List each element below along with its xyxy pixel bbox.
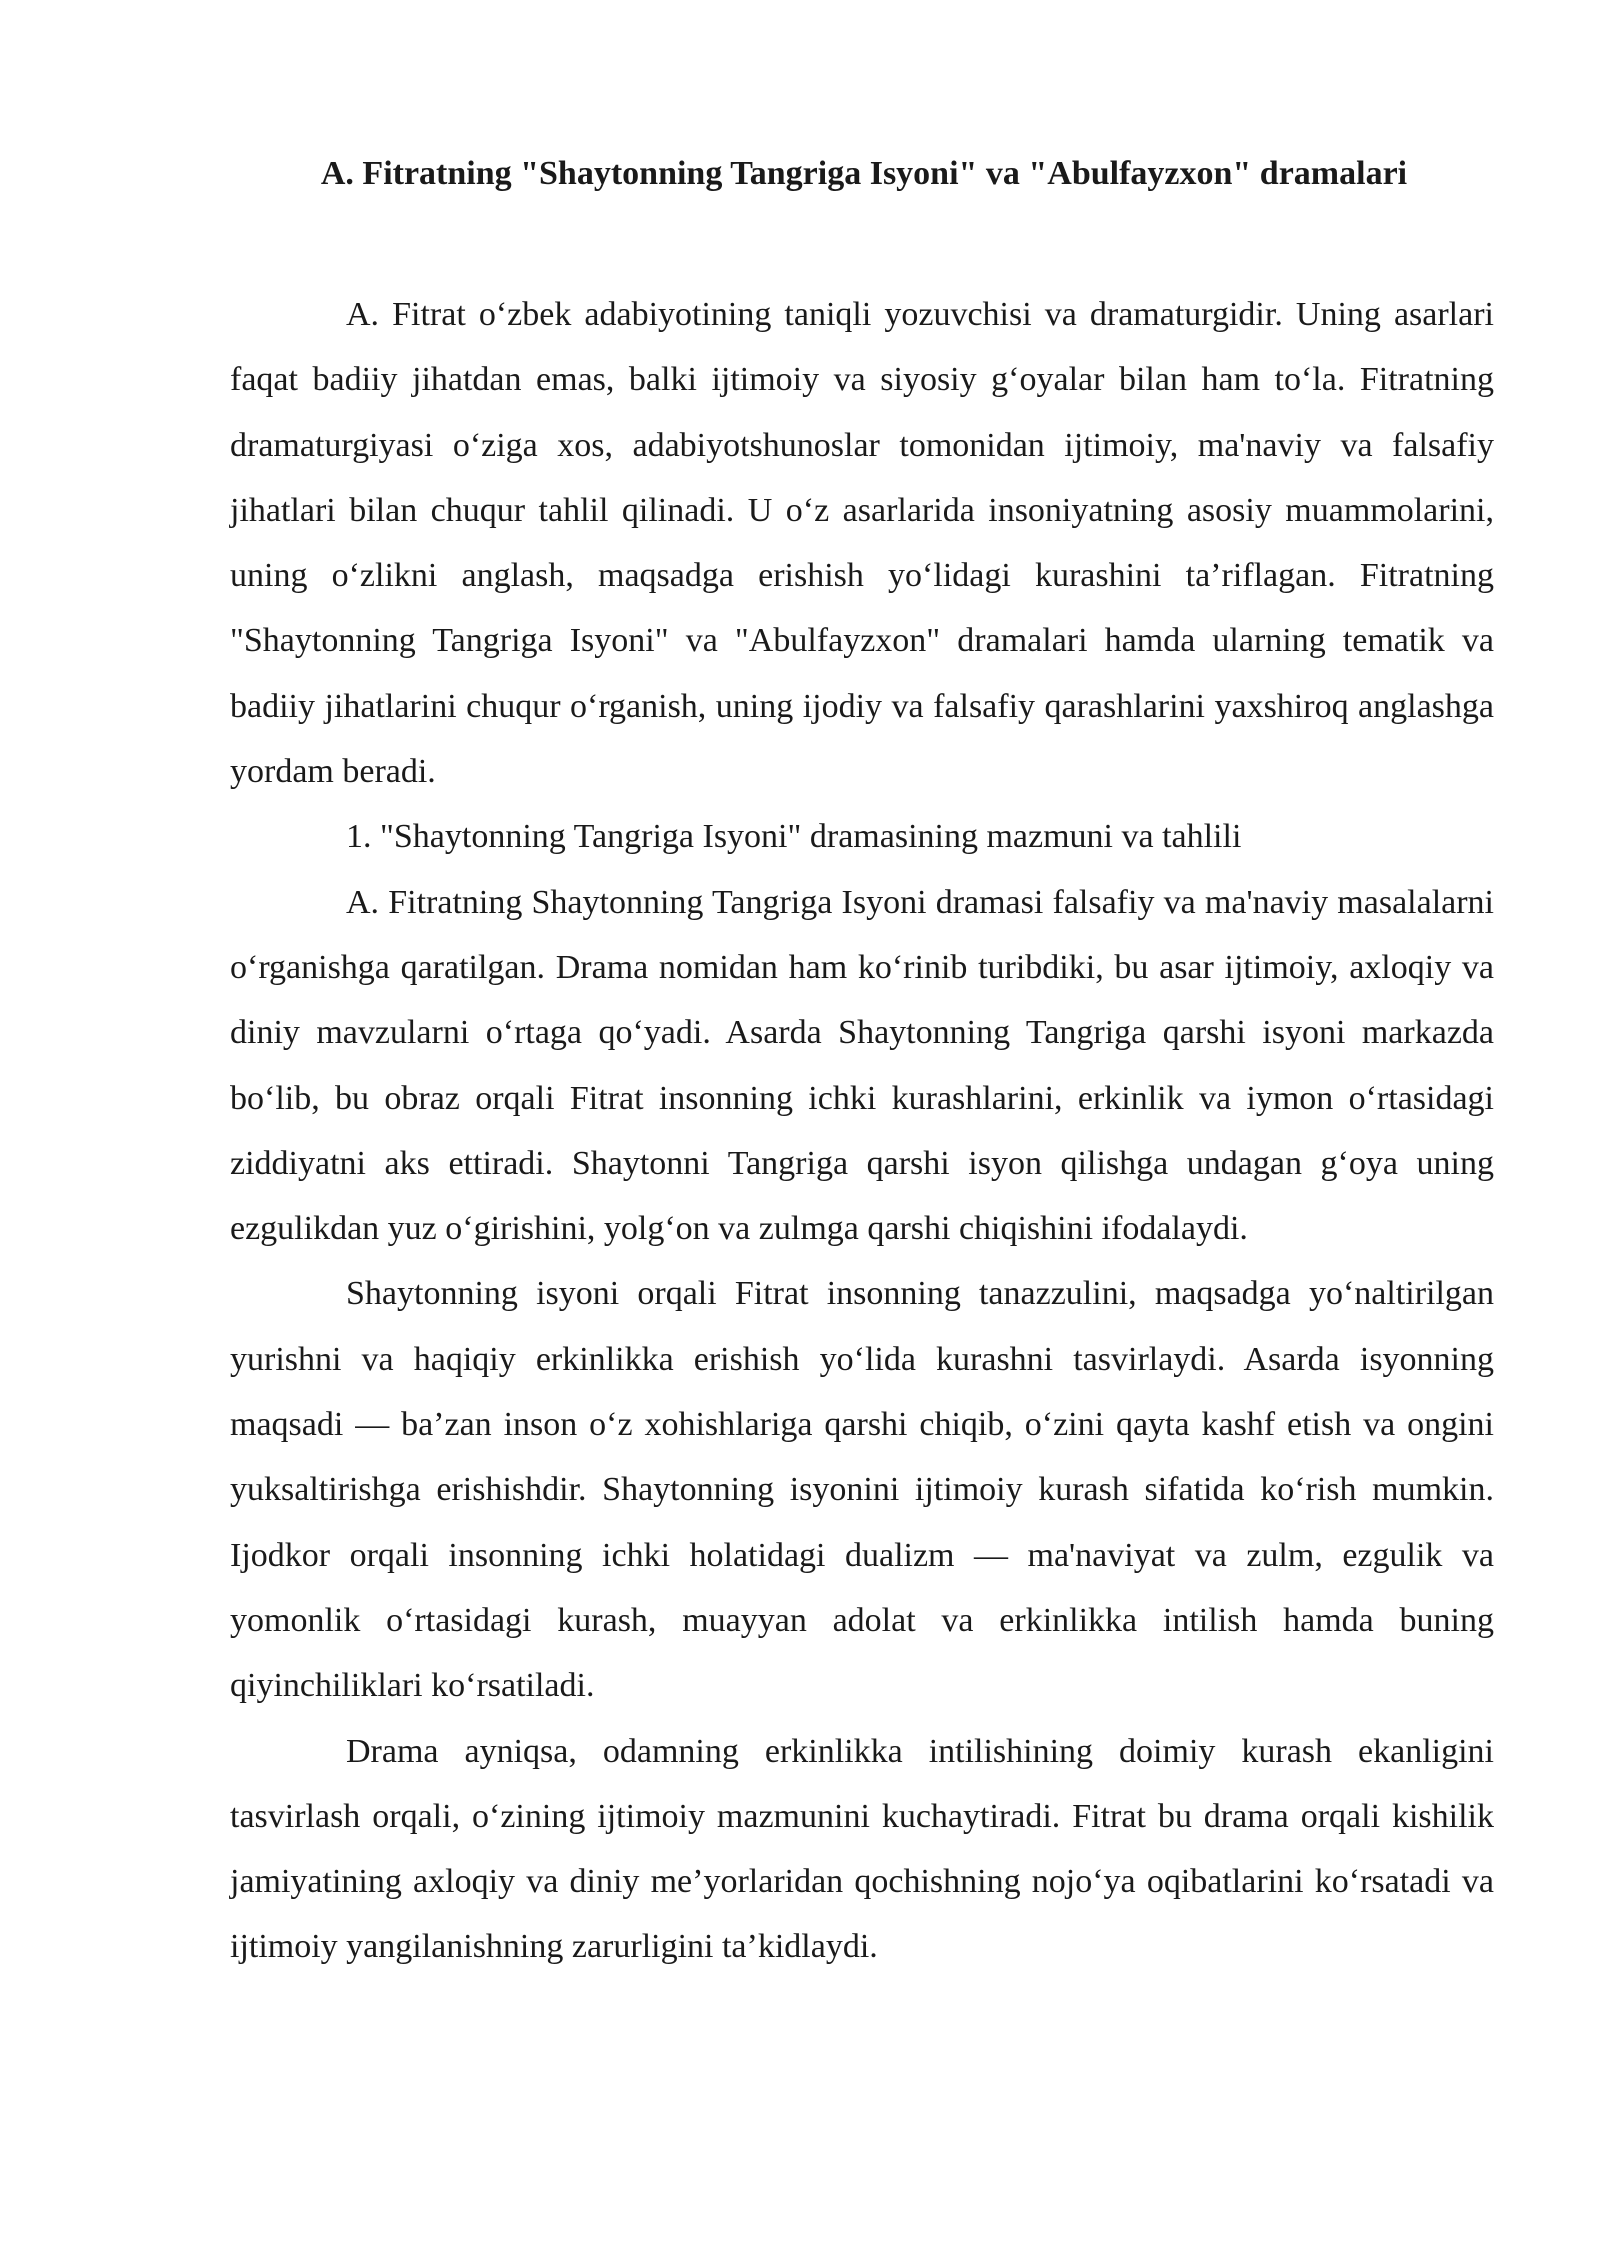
paragraph-conclusion: Drama ayniqsa, odamning erkinlikka intilishining doimiy kurash ekanligini tasvirlash orqali, o‘zining ijtimoiy mazmunini kuchaytiradi. Fitrat bu drama orqali kishilik jamiyatining axloqiy va diniy me’yorlaridan qochishning nojo‘ya oqibatlarini ko‘rsatadi va ijtimoiy yangilanishning zarurligini ta’kidlaydi.	[230, 1732, 1494, 1966]
document-body	[230, 282, 1494, 1980]
document-title: A. Fitratning "Shaytonning Tangriga Isyoni" va "Abulfayzxon" dramalari	[320, 155, 1408, 192]
section-heading: 1. "Shaytonning Tangriga Isyoni" dramasining mazmuni va tahlili	[346, 818, 1242, 856]
paragraph-drama-summary: A. Fitratning Shaytonning Tangriga Isyoni dramasi falsafiy va ma'naviy masalalarni o‘rganishga qaratilgan. Drama nomidan ham ko‘rinib turibdiki, bu asar ijtimoiy, axloqiy va diniy mavzularni o‘rtaga qo‘yadi. Asarda Shaytonning Tangriga qarshi isyoni markazda bo‘lib, bu obraz orqali Fitrat insonning ichki kurashlarini, erkinlik va iymon o‘rtasidagi ziddiyatni aks ettiradi. Shaytonni Tangriga qarshi isyon qilishga undagan g‘oya uning ezgulikdan yuz o‘girishini, yolg‘on va zulmga qarshi chiqishini ifodalaydi.	[230, 883, 1494, 1248]
paragraph-intro: A. Fitrat o‘zbek adabiyotining taniqli yozuvchisi va dramaturgidir. Uning asarlari faqat badiiy jihatdan emas, balki ijtimoiy va siyosiy g‘oyalar bilan ham to‘la. Fitratning dramaturgiyasi o‘ziga xos, adabiyotshunoslar tomonidan ijtimoiy, ma'naviy va falsafiy jihatlari bilan chuqur tahlil qilinadi. U o‘z asarlarida insoniyatning asosiy muammolarini, uning o‘zlikni anglash, maqsadga erishish yo‘lidagi kurashini ta’riflagan. Fitratning "Shaytonning Tangriga Isyoni" va "Abulfayzxon" dramalari hamda ularning tematik va badiiy jihatlarini chuqur o‘rganish, uning ijodiy va falsafiy qarashlarini yaxshiroq anglashga yordam beradi.	[230, 296, 1494, 791]
paragraph-rebellion-analysis: Shaytonning isyoni orqali Fitrat insonning tanazzulini, maqsadga yo‘naltirilgan yurishni va haqiqiy erkinlikka erishish yo‘lida kurashni tasvirlaydi. Asarda isyonning maqsadi — ba’zan inson o‘z xohishlariga qarshi chiqib, o‘zini qayta kashf etish va ongini yuksaltirishga erishishdir. Shaytonning isyonini ijtimoiy kurash sifatida ko‘rish mumkin. Ijodkor orqali insonning ichki holatidagi dualizm — ma'naviyat va zulm, ezgulik va yomonlik o‘rtasidagi kurash, muayyan adolat va erkinlikka intilish hamda buning qiyinchiliklari ko‘rsatiladi.	[230, 1275, 1494, 1705]
